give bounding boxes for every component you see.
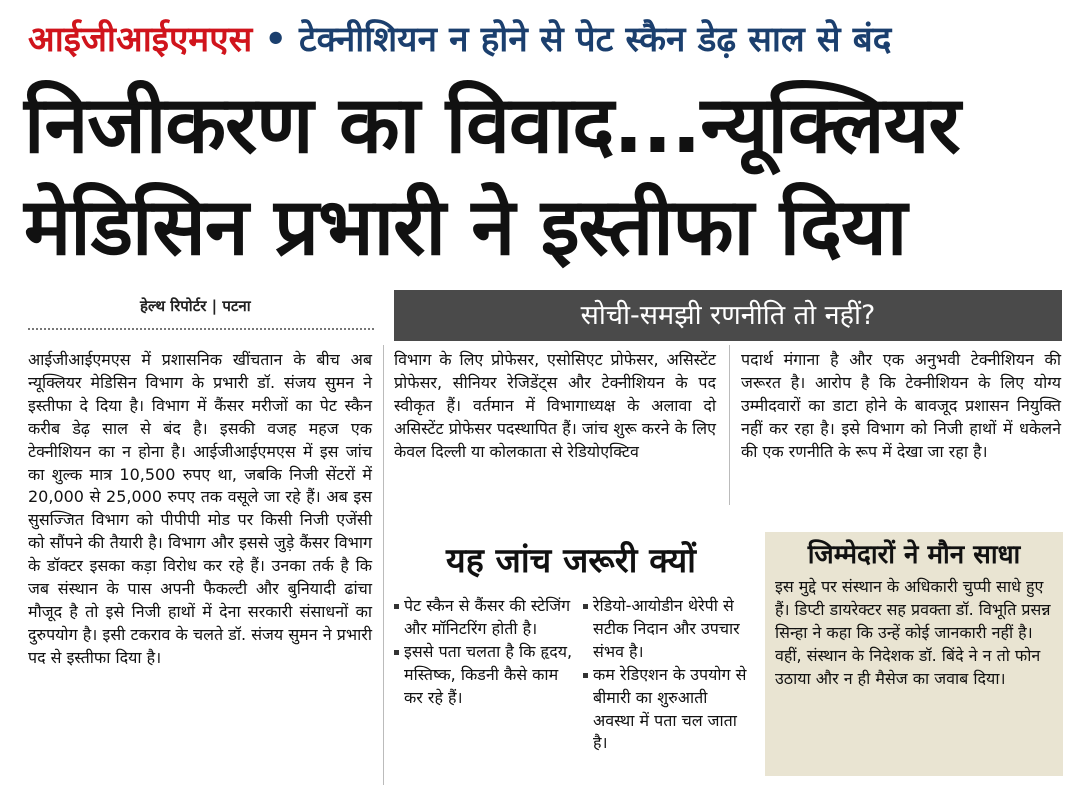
list-item: कम रेडिएशन के उपयोग से बीमारी का शुरुआती अवस्था में पता चल जाता है। bbox=[583, 664, 753, 756]
list-item: पेट स्कैन से कैंसर की स्टेजिंग और मॉनिटरिंग होती है। bbox=[394, 595, 574, 641]
headline bbox=[24, 74, 1064, 278]
kicker-bullet: • bbox=[264, 20, 287, 60]
silence-infobox bbox=[765, 532, 1063, 776]
headline-line-1: निजीकरण का विवाद...न्यूक्लियर bbox=[24, 79, 960, 171]
why-box-heading: यह जांच जरूरी क्यों bbox=[446, 541, 696, 581]
section-subhead: सोची-समझी रणनीति तो नहीं? bbox=[394, 290, 1062, 341]
list-item: इससे पता चलता है कि हृदय, मस्तिष्क, किडनी कैसे काम कर रहे हैं। bbox=[394, 641, 574, 710]
byline-divider bbox=[28, 328, 374, 330]
column-divider bbox=[729, 345, 730, 505]
list-item: रेडियो-आयोडीन थेरेपी से सटीक निदान और उपचार संभव है। bbox=[583, 595, 753, 664]
article-column-3: पदार्थ मंगाना है और एक अनुभवी टेक्नीशियन की जरूरत है। आरोप है कि टेक्नीशियन के लिए योग्य उम्मीदवारों का डाटा होने के बावजूद प्रशासन नियुक्ति नहीं कर रहा है। इसे विभाग को निजी हाथों में धकेलने की एक रणनीति के रूप में देखा जा रहा है। bbox=[741, 350, 1061, 461]
article-column-2: विभाग के लिए प्रोफेसर, एसोसिएट प्रोफेसर, असिस्टेंट प्रोफेसर, सीनियर रेजिडेंट्स और टेक्नीशियन के पद स्वीकृत हैं। वर्तमान में विभागाध्यक्ष के अलावा दो असिस्टेंट प्रोफेसर पदस्थापित हैं। जांच शुरू करने के लिए केवल दिल्ली या कोलकाता से रेडियोएक्टिव bbox=[394, 350, 716, 461]
kicker-subhead: टेक्नीशियन न होने से पेट स्कैन डेढ़ साल से बंद bbox=[299, 20, 892, 60]
headline-line-2: मेडिसिन प्रभारी ने इस्तीफा दिया bbox=[24, 181, 907, 273]
why-bullets-right bbox=[583, 595, 753, 755]
infobox-title: जिम्मेदारों ने मौन साधा bbox=[807, 540, 1021, 570]
kicker-tag: आईजीआईएमएस bbox=[28, 20, 253, 60]
infobox-body: इस मुद्दे पर संस्थान के अधिकारी चुप्पी साधे हुए हैं। डिप्टी डायरेक्टर सह प्रवक्ता डॉ. विभूति प्रसन्न सिन्हा ने कहा कि उन्हें कोई जानकारी नहीं है। वहीं, संस्थान के निदेशक डॉ. बिंदे ने न तो फोन उठाया और न ही मैसेज का जवाब दिया। bbox=[775, 577, 1051, 688]
why-bullets-left bbox=[394, 595, 574, 710]
article-column-1: आईजीआईएमएस में प्रशासनिक खींचतान के बीच अब न्यूक्लियर मेडिसिन विभाग के प्रभारी डॉ. संजय सुमन ने इस्तीफा दे दिया है। विभाग में कैंसर मरीजों का पेट स्कैन करीब डेढ़ साल से बंद है। इसकी वजह महज एक टेक्नीशियन का न होना है। आईजीआईएमएस में इस जांच का शुल्क मात्र 10,500 रुपए था, जबकि निजी सेंटरों में 20,000 से 25,000 रुपए तक वसूले जा रहे हैं। अब इस सुसज्जित विभाग को पीपीपी मोड पर किसी निजी एजेंसी को सौंपने की तैयारी है। विभाग और इससे जुड़े कैंसर विभाग के डॉक्टर इसका कड़ा विरोध कर रहे हैं। उनका तर्क है कि जब संस्थान के पास अपनी फैकल्टी और बुनियादी ढांचा मौजूद है तो इसे निजी हाथों में देना सरकारी संसाधनों का दुरुपयोग है। इसी टकराव के चलते डॉ. संजय सुमन ने प्रभारी पद से इस्तीफा दिया है। bbox=[28, 350, 372, 667]
column-divider bbox=[383, 345, 384, 785]
byline: हेल्थ रिपोर्टर | पटना bbox=[140, 297, 251, 315]
kicker bbox=[28, 18, 891, 62]
